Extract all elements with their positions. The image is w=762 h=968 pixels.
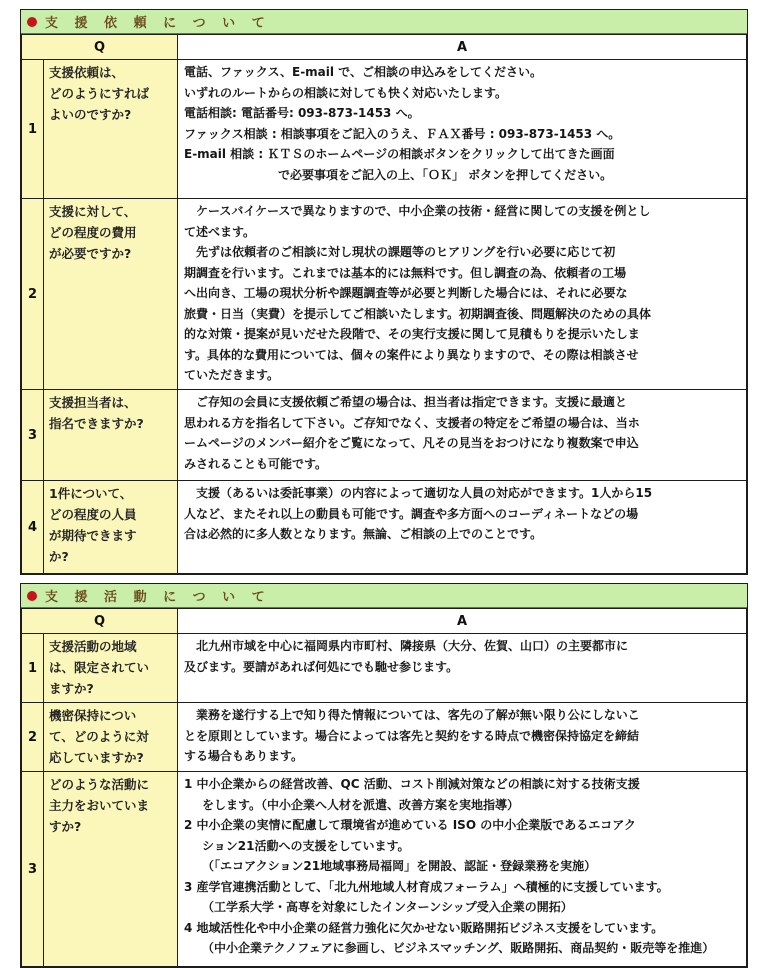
question-text: どの程度の費用 <box>49 225 137 240</box>
question-cell <box>44 772 178 967</box>
answer-text: で必要事項をご記入の上、「ＯＫ」 ボタンを押してください。 <box>278 167 613 182</box>
question-text: よいのですか? <box>49 107 132 122</box>
red-bullet-icon <box>27 591 37 601</box>
answer-text: 及びます。要請があれば何処にでも馳せ参じます。 <box>184 659 459 674</box>
question-text: て、どのように対 <box>49 729 149 744</box>
answer-list-subtext: （「エコアクション21地域事務局福岡」を開設、認証・登録業務を実施） <box>202 859 597 873</box>
red-bullet-icon <box>27 17 37 27</box>
section-title: 支 援 活 動 に つ い て <box>45 590 271 605</box>
answer-list-item: 4 地域活性化や中小企業の経営力強化に欠かせない販路開拓ビジネス支援をしています。 <box>184 920 664 935</box>
q-column-header: Q <box>22 35 178 60</box>
row-number: 4 <box>22 481 44 574</box>
a-column-header: A <box>178 35 747 60</box>
question-text: 支援担当者は、 <box>49 395 137 410</box>
table-row <box>22 60 747 199</box>
answer-text: みされることも可能です。 <box>184 456 328 471</box>
answer-list-subtext: をします。（中小企業へ人材を派遣、改善方案を実地指導） <box>202 797 520 812</box>
question-text: 支援に対して、 <box>49 204 137 219</box>
question-text: どのようにすれば <box>49 86 150 101</box>
section-header <box>21 584 747 608</box>
row-number: 1 <box>22 60 44 199</box>
question-text: どのような活動に <box>49 777 150 792</box>
question-cell <box>44 481 178 574</box>
row-number: 3 <box>22 390 44 481</box>
answer-text: 期調査を行います。これまでは基本的には無料です。但し調査の為、依頼者の工場 <box>184 265 627 280</box>
question-text: 指名できますか? <box>49 416 144 431</box>
table-row <box>22 772 747 967</box>
answer-text: 業務を遂行する上で知り得た情報については、客先の了解が無い限り公にしないこ <box>196 708 640 722</box>
answer-text: 電話、ファックス、E-mail で、ご相談の申込みをしてください。 <box>184 65 542 79</box>
question-cell <box>44 703 178 772</box>
answer-list-item: 1 中小企業からの経営改善、QC 活動、コスト削減対策などの相談に対する技術支援 <box>184 777 640 791</box>
table-row <box>22 634 747 703</box>
answer-text: ームページのメンバー紹介をご覧になって、凡その見当をおつけになり複数案で申込 <box>184 436 639 450</box>
answer-cell <box>178 60 747 199</box>
question-text: 応していますか? <box>49 750 144 765</box>
question-text: が必要ですか? <box>49 246 132 261</box>
answer-text: E-mail 相談 : ＫＴＳのホームページの相談ボタンをクリックして出てきた画面 <box>184 147 615 161</box>
question-text: どの程度の人員 <box>49 507 137 522</box>
answer-list-subtext: （工学系大学・高専を対象にしたインターンシップ受入企業の開拓） <box>202 900 573 914</box>
answer-text: 旅費・日当（実費）を提示してご相談いたします。初期調査後、問題解決のための具体 <box>184 306 652 321</box>
table-row <box>22 703 747 772</box>
question-text: ますか? <box>49 681 94 696</box>
answer-text: 的な対策・提案が見いだせた段階で、その実行支援に関して見積もりを提示いたしま <box>184 327 640 341</box>
qa-table <box>21 608 747 967</box>
answer-text: へ出向き、工場の現状分析や課題調査等が必要と判断した場合には、それに必要な <box>184 286 628 300</box>
question-cell <box>44 199 178 390</box>
qa-table <box>21 34 747 574</box>
answer-text: 先ずは依頼者のご相談に対し現状の課題等のヒアリングを行い必要に応じて初 <box>196 245 616 259</box>
answer-text: 思われる方を指名して下さい。ご存知でなく、支援者の特定をご希望の場合は、当ホ <box>184 415 640 430</box>
question-text: は、限定されてい <box>49 660 150 675</box>
section-title: 支 援 依 頼 に つ い て <box>45 16 271 31</box>
question-text: 支援依頼は、 <box>49 65 125 80</box>
table-header-row <box>22 35 747 60</box>
question-cell <box>44 634 178 703</box>
a-column-header: A <box>178 609 747 634</box>
answer-text: 合は必然的に多人数となります。無論、ご相談の上でのことです。 <box>184 527 543 541</box>
answer-text: す。具体的な費用については、個々の案件により異なりますので、その際は相談させ <box>184 347 639 362</box>
answer-list-item: 3 産学官連携活動として、「北九州地域人材育成フォーラム」へ積極的に支援しています。 <box>184 879 669 894</box>
answer-text: とを原則としています。場合によっては客先と契約をする時点で機密保持協定を締結 <box>184 728 640 743</box>
section-header <box>21 10 747 34</box>
answer-text: する場合もあります。 <box>184 749 304 763</box>
support-activity-section <box>20 583 748 968</box>
answer-cell <box>178 199 747 390</box>
question-text: 1件について、 <box>49 486 133 501</box>
answer-cell <box>178 634 747 703</box>
question-cell <box>44 390 178 481</box>
answer-text: ていただきます。 <box>184 368 280 382</box>
table-header-row <box>22 609 747 634</box>
answer-text: 支援（あるいは委託事業）の内容によって適切な人員の対応ができます。1人から15 <box>196 486 653 500</box>
table-row <box>22 390 747 481</box>
answer-text: いずれのルートからの相談に対しても快く対応いたします。 <box>184 85 508 100</box>
answer-list-subtext: ション21活動への支援をしています。 <box>202 838 410 853</box>
row-number: 1 <box>22 634 44 703</box>
answer-cell <box>178 772 747 967</box>
question-text: 機密保持につい <box>49 708 137 723</box>
answer-cell <box>178 703 747 772</box>
answer-text: 人など、またそれ以上の動員も可能です。調査や多方面へのコーディネートなどの場 <box>184 506 639 521</box>
answer-text: 北九州市域を中心に福岡県内市町村、隣接県（大分、佐賀、山口）の主要都市に <box>196 639 629 653</box>
question-text: 支援活動の地域 <box>49 639 137 654</box>
answer-list-subtext: （中小企業テクノフェアに参画し、ビジネスマッチング、販路開拓、商品契約・販売等を推進） <box>202 941 715 955</box>
q-column-header: Q <box>22 609 178 634</box>
question-text: か? <box>49 549 69 564</box>
table-row <box>22 481 747 574</box>
question-cell <box>44 60 178 199</box>
row-number: 2 <box>22 199 44 390</box>
answer-cell <box>178 390 747 481</box>
question-text: 主力をおいていま <box>49 798 150 813</box>
answer-list-item: 2 中小企業の実情に配慮して環境省が進めている ISO の中小企業版であるエコアク <box>184 818 636 832</box>
answer-text: ファックス相談 : 相談事項をご記入のうえ、ＦＡＸ番号 : 093-873-1453 へ。 <box>184 126 621 141</box>
answer-text: ケースバイケースで異なりますので、中小企業の技術・経営に関しての支援を例とし <box>196 204 651 218</box>
answer-text: 電話相談: 電話番号: 093-873-1453 へ。 <box>184 106 420 120</box>
row-number: 3 <box>22 772 44 967</box>
table-row <box>22 199 747 390</box>
question-text: すか? <box>49 819 82 834</box>
row-number: 2 <box>22 703 44 772</box>
question-text: が期待できます <box>49 528 137 543</box>
support-request-section <box>20 9 748 575</box>
answer-text: て述べます。 <box>184 224 256 239</box>
answer-cell <box>178 481 747 574</box>
answer-text: ご存知の会員に支援依頼ご希望の場合は、担当者は指定できます。支援に最適と <box>196 395 628 409</box>
